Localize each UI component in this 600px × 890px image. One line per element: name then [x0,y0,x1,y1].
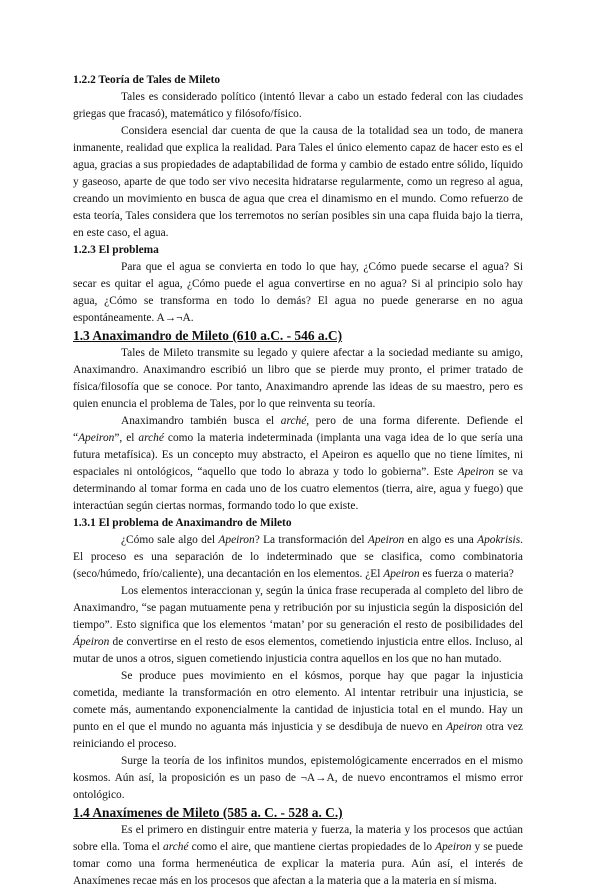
heading-anaximandro: 1.3 Anaximandro de Mileto (610 a.C. - 546 a.C) [73,328,343,343]
heading-anaximenes: 1.4 Anaxímenes de Mileto (585 a. C. - 528 a. C.) [73,805,343,820]
paragraph-elementos-injusticia: Los elementos interaccionan y, según la única frase recuperada al completo del libro de Anaximandro, “se pagan mutuamente pena y retribución por su injusticia según la disposición del tiempo”. Esto significa que los elementos ‘matan’ por su generación el resto de posibilidades del Ápeiron de convertirse en el resto de esos elementos, cometiendo injusticia entre ellos. Incluso, al mutar de unos a otros, siguen cometiendo injusticia contra aquellos en los que no han mutado. [73,585,523,665]
paragraph-apokrisis: ¿Cómo sale algo del Apeiron? La transformación del Apeiron en algo es una Apokrisis. El proceso es una separación de lo indeterminado que se clasifica, como combinatoria (seco/húmedo, frío/caliente), una decantación en los elementos. ¿El Apeiron es fuerza o materia? [73,534,524,580]
paragraph-anaximandro-legado: Tales de Mileto transmite su legado y quiere afectar a la sociedad mediante su amigo, Anaximandro. Anaximandro escribió un libro que se pierde muy pronto, el primer tratado de física/filosofía que se conoce. Por tanto, Anaximandro aprende las ideas de su maestro, pero es quien enuncia el problema de Tales, por lo que reinventa su teoría. [73,347,523,410]
paragraph-anaximandro-apeiron: Anaximandro también busca el arché, pero de una forma diferente. Defiende el “Apeiron”, el arché como la materia indeterminada (implanta una vaga idea de lo que sería una futura metafísica). Es un concepto muy abstracto, el Apeiron es aquello que no tiene límites, ni espaciales ni ontológicos, “aquello que todo lo abraza y todo lo gobierna”. Este Apeiron se va determinando al tomar forma en cada uno de los cuatro elementos (tierra, aire, agua y fuego) que interactúan según ciertas normas, formando todo lo que existe. [73,415,524,512]
paragraph-tales-politico: Tales es considerado político (intentó llevar a cabo un estado federal con las ciudades griegas que fracasó), matemático y filósofo/físico. [73,91,523,120]
paragraph-infinitos-mundos: Surge la teoría de los infinitos mundos, epistemológicamente encerrados en el mismo kosmos. Aún así, la proposición es un paso de ¬A→A, de nuevo encontramos el mismo error ontológico. [73,755,523,801]
heading-teoria-tales: 1.2.2 Teoría de Tales de Mileto [73,74,221,86]
paragraph-anaximenes-aire: Es el primero en distinguir entre materia y fuerza, la materia y los procesos que actúan sobre ella. Toma el arché como el aire, que mantiene ciertas propiedades de lo Apeiron y se puede tomar como una forma hermenéutica de explicar la materia pura. Aún así, el interés de Anaxímenes recae más en los procesos que afectan a la materia que a la materia en sí misma. [73,824,523,887]
heading-el-problema: 1.2.3 El problema [73,244,159,256]
paragraph-problema-agua: Para que el agua se convierta en todo lo que hay, ¿Cómo puede secarse el agua? Si secar es quitar el agua, ¿Cómo puede el agua convertirse en no agua? Si al principio solo hay agua, ¿Cómo se transforma en todo lo demás? El agua no puede generarse en no agua espontáneamente. A→¬A. [73,261,523,324]
paragraph-tales-agua: Considera esencial dar cuenta de que la causa de la totalidad sea un todo, de manera inmanente, realidad que explica la realidad. Para Tales el único elemento capaz de hacer esto es el agua, gracias a sus propiedades de adaptabilidad de forma y cambio de estado entre sólido, líquido y gaseoso, aparte de que todo ser vivo necesita hidratarse regularmente, como un regreso al agua, creando un movimiento en busca de agua que crea el dinamismo en el mundo. Como refuerzo de esta teoría, Tales considera que los terremotos no serían posibles sin una capa fluida bajo la tierra, en este caso, el agua. [73,125,523,239]
heading-problema-anaximandro: 1.3.1 El problema de Anaximandro de Mileto [73,517,292,529]
paragraph-movimiento-kosmos: Se produce pues movimiento en el kósmos, porque hay que pagar la injusticia cometida, mediante la transformación en otro elemento. Al intentar retribuir una injusticia, se comete más, aumentando exponencialmente la cantidad de injusticia total en el mundo. Hay un punto en el que el mundo no aguanta más injusticia y se desdibuja de nuevo en Apeiron otra vez reiniciando el proceso. [73,670,523,750]
document-page [73,72,523,890]
